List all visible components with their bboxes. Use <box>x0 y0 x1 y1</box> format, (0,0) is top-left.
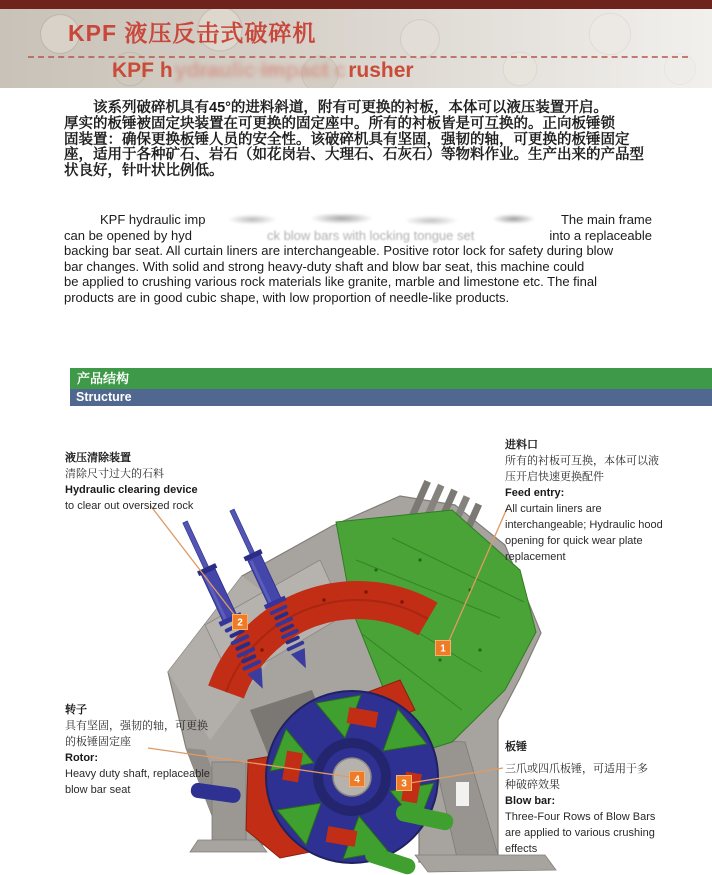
intro-en-line: products are in good cubic shape, with low proportion of needle-like products. <box>64 289 510 305</box>
intro-zh-line: 固装置：确保更换板锤人员的安全性。该破碎机具有坚固，强韧的轴，可更换的板锤固定 <box>64 131 630 148</box>
page-title-zh: KPF 液压反击式破碎机 <box>68 20 317 46</box>
callout-title-zh: 板锤 <box>505 741 527 753</box>
callout-rotor <box>65 702 213 798</box>
page-title-en <box>112 59 414 83</box>
intro-en-line <box>64 212 652 228</box>
callout-desc-zh: 清除尺寸过大的石料 <box>65 468 164 480</box>
callout-desc-zh: 三爪或四爪板锤，可适用于多种破碎效果 <box>505 763 648 791</box>
intro-en-line: backing bar seat. All curtain liners are interchangeable. Positive rotor lock for safety during blow <box>64 243 614 259</box>
marker-1-number: 1 <box>440 643 446 655</box>
intro-en-fragment: KPF hydraulic imp <box>100 212 206 227</box>
callout-title-zh: 转子 <box>65 704 87 716</box>
section-banner-en: Structure <box>70 389 712 406</box>
watermark-smudge <box>211 214 554 225</box>
watermark-smudge-faint-text: ck blow bars with locking tongue set <box>266 227 475 243</box>
callout-title-zh: 进料口 <box>505 439 538 451</box>
marker-4-number: 4 <box>354 774 360 786</box>
callout-title-en: Blow bar: <box>505 795 556 807</box>
intro-en-fragment: The main frame <box>560 212 652 227</box>
intro-zh-line: 厚实的板锤被固定块装置在可更换的固定座中。所有的衬板皆是可互换的。正向板锤锁 <box>64 115 615 132</box>
header-dashed-divider <box>28 56 688 58</box>
intro-zh-line: 该系列破碎机具有45°的进料斜道，附有可更换的衬板，本体可以液压装置开启。 <box>93 100 608 116</box>
header-pebbles-photo <box>0 9 712 88</box>
subtitle-obscured-smudge: ydraulic impact c <box>174 59 347 82</box>
callout-desc-zh: 所有的衬板可互换，本体可以液压开启快速更换配件 <box>505 455 659 483</box>
intro-zh-line: 座，适用于各种矿石、岩石（如花岗岩、大理石、石灰石）等物料作业。生产出来的产品型 <box>64 147 644 164</box>
intro-en-fragment: into a replaceable <box>549 227 652 243</box>
leader-line-clearing <box>150 505 240 622</box>
callout-title-en: Hydraulic clearing device <box>65 484 198 496</box>
top-accent-bar <box>0 0 712 9</box>
callout-title-zh: 液压清除装置 <box>65 452 131 464</box>
intro-en-line: be applied to crushing various rock materials like granite, marble and limestone etc. The final <box>64 274 598 290</box>
callout-desc-en: Three-Four Rows of Blow Bars are applied to various crushing effects <box>505 811 656 855</box>
callout-hydraulic-clearing-device <box>65 450 235 514</box>
section-banner-zh: 产品结构 <box>70 368 712 389</box>
subtitle-prefix: KPF h <box>112 59 173 82</box>
callout-desc-en: to clear out oversized rock <box>65 500 194 512</box>
intro-paragraph-zh <box>64 101 644 180</box>
callout-blow-bar <box>505 739 657 857</box>
callout-desc-zh: 具有坚固，强韧的轴，可更换的板锤固定座 <box>65 720 208 748</box>
callout-title-en: Feed entry: <box>505 487 565 499</box>
intro-paragraph-en <box>64 212 652 306</box>
marker-2-number: 2 <box>237 617 243 629</box>
callout-title-en: Rotor: <box>65 752 98 764</box>
intro-en-line: bar changes. With solid and strong heavy-duty shaft and blow bar seat, this machine could <box>64 258 585 274</box>
intro-en-line <box>64 228 652 244</box>
intro-en-fragment: can be opened by hyd <box>64 227 192 243</box>
intro-zh-line: 状良好，针叶状比例低。 <box>64 163 224 180</box>
callout-desc-en: All curtain liners are interchangeable; Hydraulic hood opening for quick wear plate replacement <box>505 503 663 563</box>
callout-desc-en: Heavy duty shaft, replaceable blow bar seat <box>65 768 210 796</box>
callout-feed-entry <box>505 437 663 565</box>
marker-3-number: 3 <box>401 778 407 790</box>
subtitle-suffix: rusher <box>348 59 414 82</box>
